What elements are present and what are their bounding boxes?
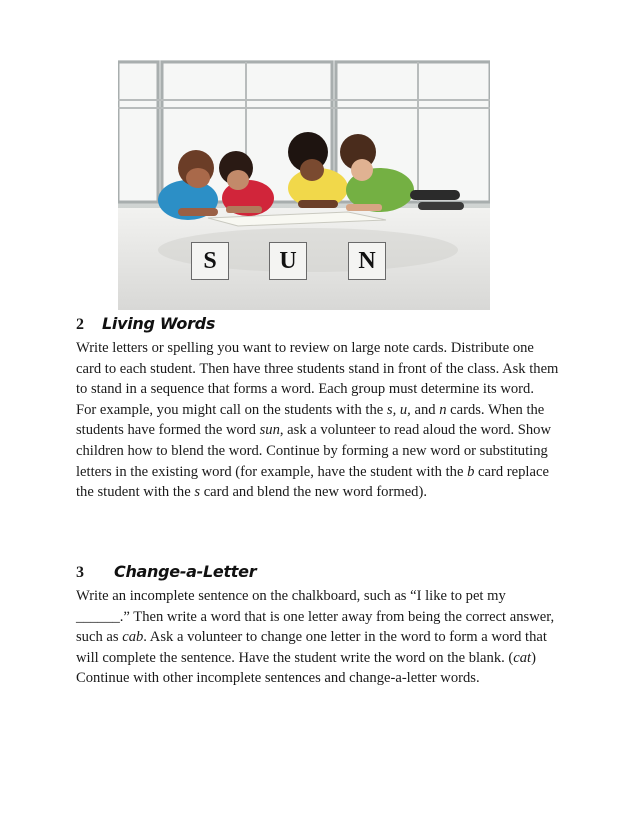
paragraph-line: letters in the existing word (for example, have the student with the b card replace — [76, 463, 549, 480]
paragraph-line: will complete the sentence. Have the student write the word on the blank. (cat) — [76, 649, 536, 666]
paragraph-line: Continue with other incomplete sentences and change-a-letter words. — [76, 670, 480, 687]
letter-card-s: S — [191, 242, 229, 280]
section-3-title: Change-a-Letter — [114, 562, 257, 581]
section-2-paragraph — [76, 338, 576, 503]
paragraph-line: such as cab. Ask a volunteer to change one letter in the word to form a word that — [76, 629, 547, 646]
section-2-heading — [76, 314, 215, 334]
paragraph-line: For example, you might call on the students with the s, u, and n cards. When the — [76, 401, 545, 418]
paragraph-line: ______.” Then write a word that is one letter away from being the correct answer, — [76, 608, 555, 625]
section-3-number: 3 — [76, 564, 84, 581]
section-2-number: 2 — [76, 316, 84, 333]
paragraph-line: card to each student. Then have three students stand in front of the class. Ask them — [76, 360, 559, 377]
letter-card-u: U — [269, 242, 307, 280]
section-2-title: Living Words — [102, 314, 216, 333]
paragraph-line: children how to blend the word. Continue by forming a new word or substituting — [76, 442, 548, 459]
paragraph-line: Write an incomplete sentence on the chalkboard, such as “I like to pet my — [76, 588, 506, 604]
paragraph-line: to stand in a sequence that forms a word. Each group must determine its word. — [76, 381, 534, 398]
section-3-heading — [76, 562, 256, 582]
paragraph-line: students have formed the word sun, ask a volunteer to read aloud the word. Show — [76, 422, 552, 439]
paragraph-line: the student with the s card and blend the new word formed). — [76, 484, 427, 501]
letter-card-n: N — [348, 242, 386, 280]
paragraph-line: Write letters or spelling you want to review on large note cards. Distribute one — [76, 340, 534, 356]
section-3-paragraph — [76, 586, 576, 689]
